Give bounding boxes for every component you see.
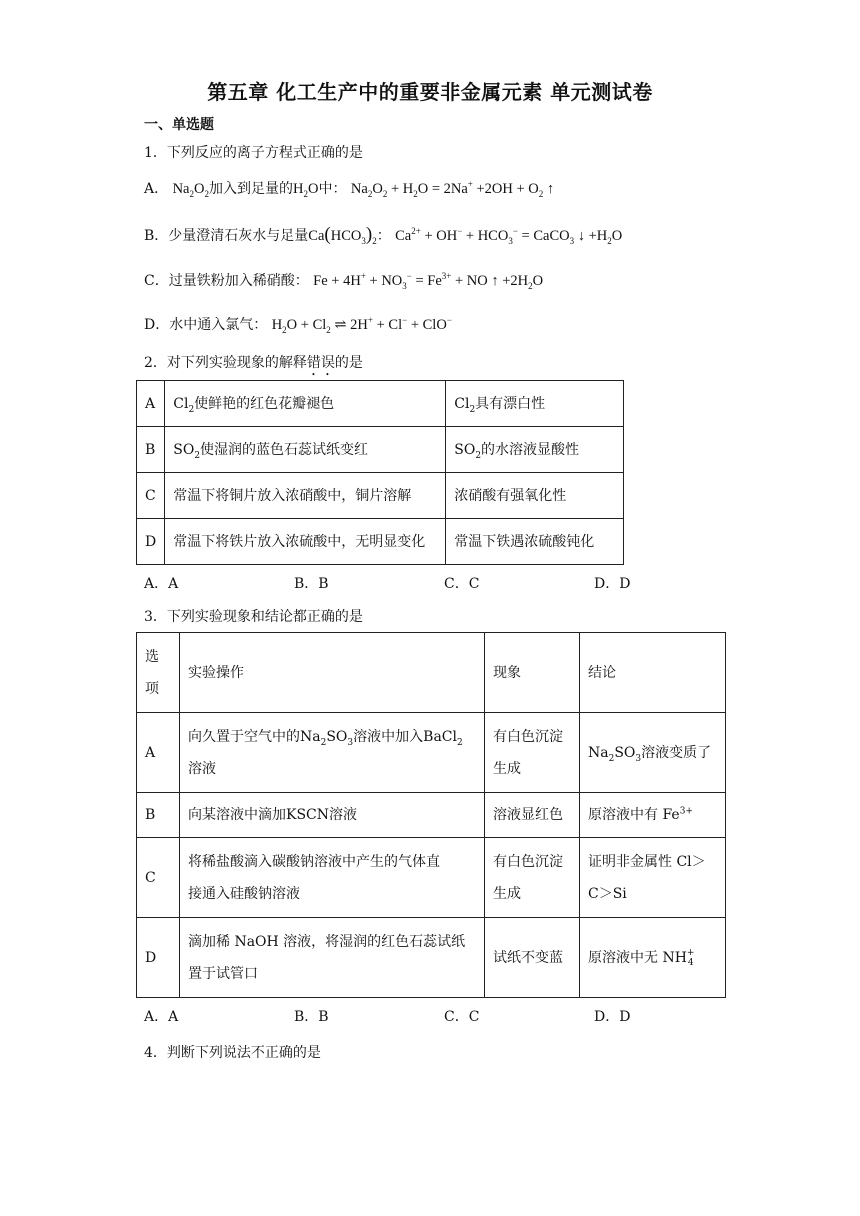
table-row: A 向久置于空气中的$Na_2SO_3$溶液中加入BaCl$_2$ 溶液 有白色沉淀 生成 $Na_2SO_3$溶液变质了 bbox=[137, 713, 726, 793]
table-row: A $Cl_2$使鲜艳的红色花瓣褪色 $Cl_2$具有漂白性 bbox=[137, 381, 624, 427]
section-heading: 一、单选题 bbox=[144, 117, 214, 133]
q3-stem: 3．下列实验现象和结论都正确的是 bbox=[144, 609, 363, 625]
q1-option-b[interactable]: B．少量澄清石灰水与足量$Ca(HCO_3)_2$： $Ca^{2+} + OH^- + HCO_3^-$ = CaCO$_3$ ↓ $+H_2O$ bbox=[144, 224, 623, 246]
table-row: 选 项 实验操作 现象 结论 bbox=[137, 633, 726, 713]
q1-option-d[interactable]: D．水中通入氯气： $H_2O + Cl_2$ ⇌ 2H+ + Cl− + ClO− bbox=[144, 315, 452, 335]
table-row: C 常温下将铜片放入浓硝酸中，铜片溶解 浓硝酸有强氧化性 bbox=[137, 473, 624, 519]
q3-option-d[interactable]: D．D bbox=[594, 1009, 631, 1025]
q3-options bbox=[144, 1006, 744, 1026]
q1-stem: 1．下列反应的离子方程式正确的是 bbox=[144, 145, 363, 161]
q3-table bbox=[136, 632, 726, 998]
q2-option-b[interactable]: B．B bbox=[294, 576, 329, 592]
q3-option-c[interactable]: C．C bbox=[444, 1009, 480, 1025]
q2-options bbox=[144, 573, 744, 593]
q2-option-d[interactable]: D．D bbox=[594, 576, 631, 592]
q3-option-b[interactable]: B．B bbox=[294, 1009, 329, 1025]
q2-option-c[interactable]: C．C bbox=[444, 576, 480, 592]
table-row: D 常温下将铁片放入浓硫酸中，无明显变化 常温下铁遇浓硫酸钝化 bbox=[137, 519, 624, 565]
q2-stem: 2．对下列实验现象的解释错误的是 bbox=[144, 355, 363, 371]
page-title: 第五章 化工生产中的重要非金属元素 单元测试卷 bbox=[207, 80, 653, 104]
table-row: B 向某溶液中滴加KSCN溶液 溶液显红色 原溶液中有 $Fe^{3+}$ bbox=[137, 793, 726, 838]
table-row: D 滴加稀 NaOH 溶液，将湿润的红色石蕊试纸 置于试管口 试纸不变蓝 原溶液中无 NH + 4 bbox=[137, 918, 726, 998]
q1-option-c[interactable]: C．过量铁粉加入稀硝酸： $Fe + 4H^+ + NO_3^- = Fe^{3+}$ + NO ↑ $+2H_2O$ bbox=[144, 271, 544, 291]
q4-stem: 4．判断下列说法不正确的是 bbox=[144, 1045, 321, 1061]
q2-option-a[interactable]: A．A bbox=[144, 576, 179, 592]
table-row: B $SO_2$使湿润的蓝色石蕊试纸变红 $SO_2$的水溶液显酸性 bbox=[137, 427, 624, 473]
q2-table bbox=[136, 380, 624, 565]
q3-option-a[interactable]: A．A bbox=[144, 1009, 179, 1025]
table-row: C 将稀盐酸滴入碳酸钠溶液中产生的气体直 接通入硅酸钠溶液 有白色沉淀 生成 证明非金属性 Cl＞ C＞Si bbox=[137, 838, 726, 918]
q1-option-a[interactable]: A． $Na_2O_2$加入到足量的$H_2O$中： $Na_2O_2 + H_2O = 2Na^+ +2OH + O_2$ ↑ bbox=[144, 179, 555, 199]
